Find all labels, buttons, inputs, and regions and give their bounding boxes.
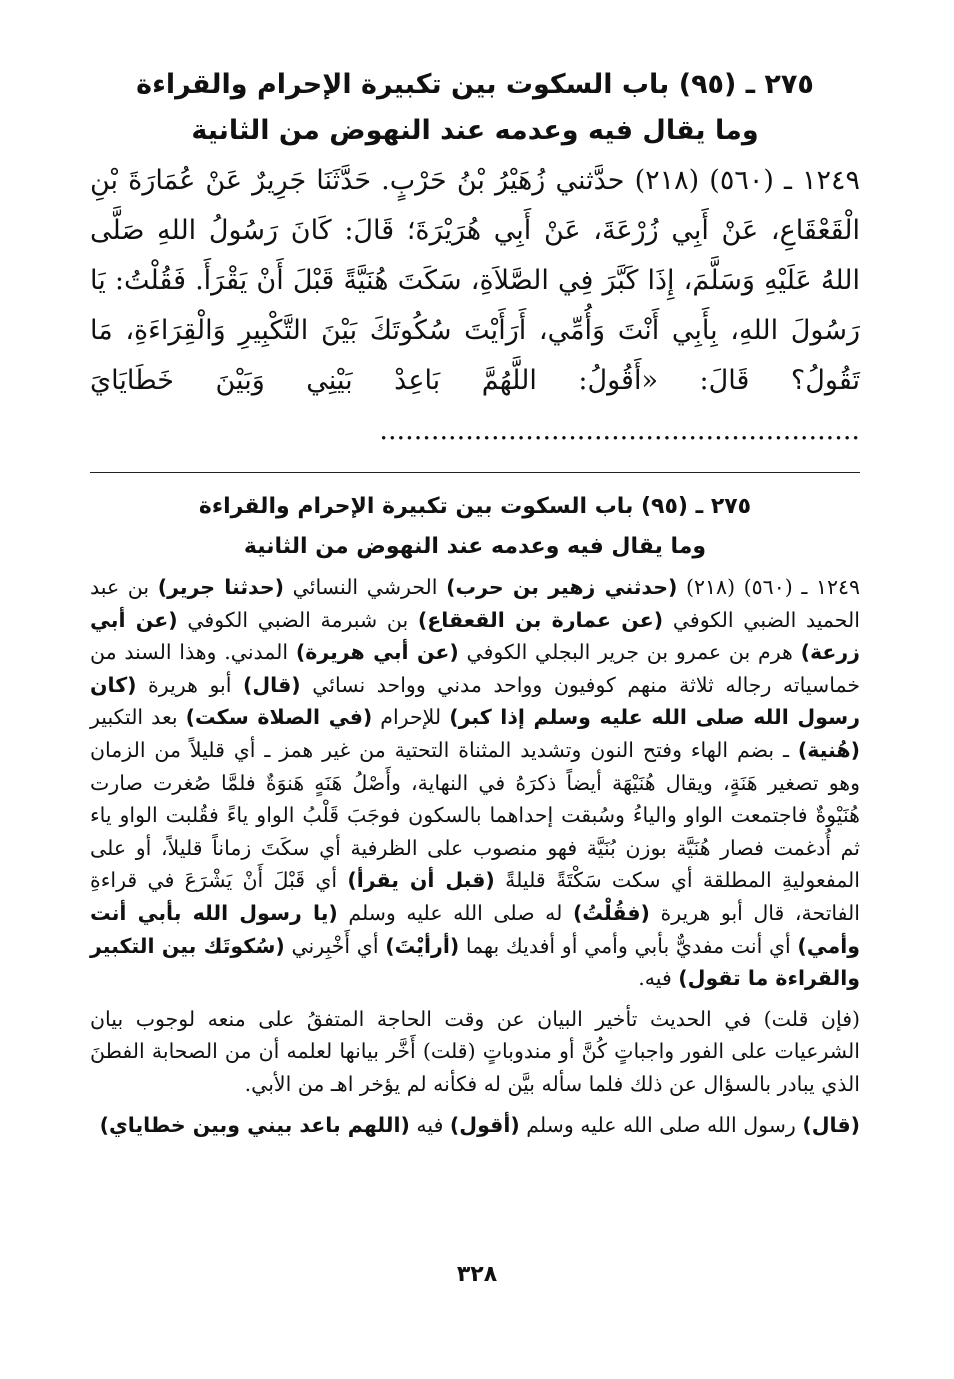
bold-quote: (اللهم باعد بيني وبين خطاياي) <box>99 1112 410 1137</box>
text-run: (فإن قلت) في الحديث تأخير البيان عن وقت الحاجة المتفقُ على منعه لوجوب بيان الشرعيات على الفور واجباتٍ كُنَّ أو مندوباتٍ (قلت) أَخَّر بيانها لعلمه أن من الصحابة الفطنَ الذي يبادر بالسؤال عن ذلك فلما سأله بيَّن له فكأنه لم يؤخر اهـ من الأبي. <box>90 1006 860 1096</box>
bold-quote: (عن أبي زرعة) <box>90 607 860 665</box>
text-run: فيه <box>409 1112 450 1137</box>
bold-quote: (فقُلْتُ) <box>572 900 650 925</box>
commentary-title-line-1: ٢٧٥ ـ (٩٥) باب السكوت بين تكبيرة الإحرام والقراءة <box>198 494 752 519</box>
text-run: ١٢٤٩ ـ (٥٦٠) (٢١٨) <box>677 575 860 599</box>
bold-quote: (قال) <box>802 1112 860 1137</box>
text-run: بعد التكبير <box>90 705 186 730</box>
hadith-text <box>90 156 860 456</box>
bold-quote: (قبل أن يقرأ) <box>347 868 495 893</box>
text-run: أي قَبْلَ أَنْ يَشْرَعَ في قراءةِ الفاتحة، قال أبو هريرة <box>90 868 860 925</box>
commentary-paragraph-3 <box>90 1109 860 1142</box>
bold-quote: (يا رسول الله بأبي أنت وأمي) <box>90 900 860 958</box>
bold-quote: (حدثنا جرير) <box>157 575 285 599</box>
bold-quote: (أقول) <box>449 1112 520 1137</box>
hadith-continuation-dots: ........................................................ <box>379 415 860 446</box>
text-run: أي أنت مفديٌّ بأبي وأمي أو أفديك بهما <box>459 933 798 958</box>
commentary-chapter-title <box>90 487 860 567</box>
text-run: الحرشي النسائي <box>284 575 447 599</box>
bold-quote: (أرأيْتَ) <box>385 933 460 958</box>
hadith-title-line-1: ٢٧٥ ـ (٩٥) باب السكوت بين تكبيرة الإحرام والقراءة <box>136 69 814 100</box>
bold-quote: (عن عمارة بن القعقاع) <box>417 607 664 632</box>
section-divider <box>90 472 860 473</box>
commentary-paragraph-2 <box>90 1003 860 1101</box>
commentary-paragraph-1 <box>90 571 860 995</box>
commentary-title-line-2: وما يقال فيه وعدمه عند النهوض من الثانية <box>243 534 707 559</box>
commentary-text <box>90 571 860 1141</box>
text-run: بن شبرمة الضبي الكوفي <box>177 607 418 632</box>
text-run: رسول الله صلى الله عليه وسلم <box>519 1112 803 1137</box>
bold-quote: (حدثني زهير بن حرب) <box>446 575 678 599</box>
bold-quote: (كان رسول الله صلى الله عليه وسلم إذا كبر) <box>90 672 860 730</box>
text-run: بن عبد الحميد الضبي الكوفي <box>90 575 860 632</box>
bold-quote: (قال) <box>243 672 301 697</box>
text-run: أي أَخْبِرني <box>284 933 386 958</box>
page-content <box>90 62 860 1141</box>
text-run: ـ بضم الهاء وفتح النون وتشديد المثناة التحتية من غير همز ـ أي قليلاً من الزمان وهو تصغير هَنَةٍ، ويقال هُنَيْهَة أيضاً ذكرَهُ في النهاية، وأَصْلُ هَنَهٍ هَنوَةٌ فلمَّا صُغرت صارت هُنَيْوةٌ فاجتمعت الواو والياءُ وسُبقت إحداهما بالسكون فوجَبَ قَلْبُ الواو ياءً فقُلبت الواو ياء ثم أُدغمت فصار هُنَيَّة بوزن بُنَيَّة فهو منصوب على الظرفية أي سكَتَ زماناً قليلاً، أو على المفعوليةِ المطلقة أي سكت سَكْتَةً قليلةً <box>90 737 861 893</box>
text-run: له صلى الله عليه وسلم <box>337 900 573 925</box>
bold-quote: (عن أبي هريرة) <box>295 640 459 665</box>
text-run: للإحرام <box>372 705 450 730</box>
hadith-title-line-2: وما يقال فيه وعدمه عند النهوض من الثانية <box>191 115 759 146</box>
bold-quote: (في الصلاة سكت) <box>185 705 373 730</box>
text-run: أبو هريرة <box>136 672 244 697</box>
hadith-chapter-title <box>90 62 860 154</box>
bold-quote: (سُكوتَك بين التكبير والقراءة ما تقول) <box>90 933 860 991</box>
text-run: المدني. وهذا السند من خماسياته رجاله ثلاثة منهم كوفيون وواحد مدني وواحد نسائي <box>90 640 861 697</box>
text-run: فيه. <box>638 966 679 991</box>
page-number: ٣٢٨ <box>456 1262 498 1287</box>
hadith-matn: ١٢٤٩ ـ (٥٦٠) (٢١٨) حدَّثني زُهَيْرُ بْنُ حَرْبٍ. حَدَّثَنَا جَرِيرٌ عَنْ عُمَارَةَ بْنِ الْقَعْقَاعِ، عَنْ أَبِي زُرْعَةَ، عَنْ أَبِي هُرَيْرَةَ؛ قَالَ: كَانَ رَسُولُ اللهِ صَلَّى اللهُ عَلَيْهِ وَسَلَّمَ، إِذَا كَبَّرَ فِي الصَّلاَةِ، سَكَتَ هُنَيَّةً قَبْلَ أَنْ يَقْرَأَ. فَقُلْتُ: يَا رَسُولَ اللهِ، بِأَبِي أَنْتَ وَأُمِّي، أَرَأَيْتَ سُكُوتَكَ بَيْنَ التَّكْبِيرِ وَالْقِرَاءَةِ، مَا تَقُولُ؟ قَالَ: «أَقُولُ: اللَّهُمَّ بَاعِدْ بَيْنِي وَبَيْنَ خَطَايَايَ <box>90 165 860 396</box>
text-run: هرم بن عمرو بن جرير البجلي الكوفي <box>458 640 801 665</box>
bold-quote: (هُنية) <box>797 737 860 762</box>
